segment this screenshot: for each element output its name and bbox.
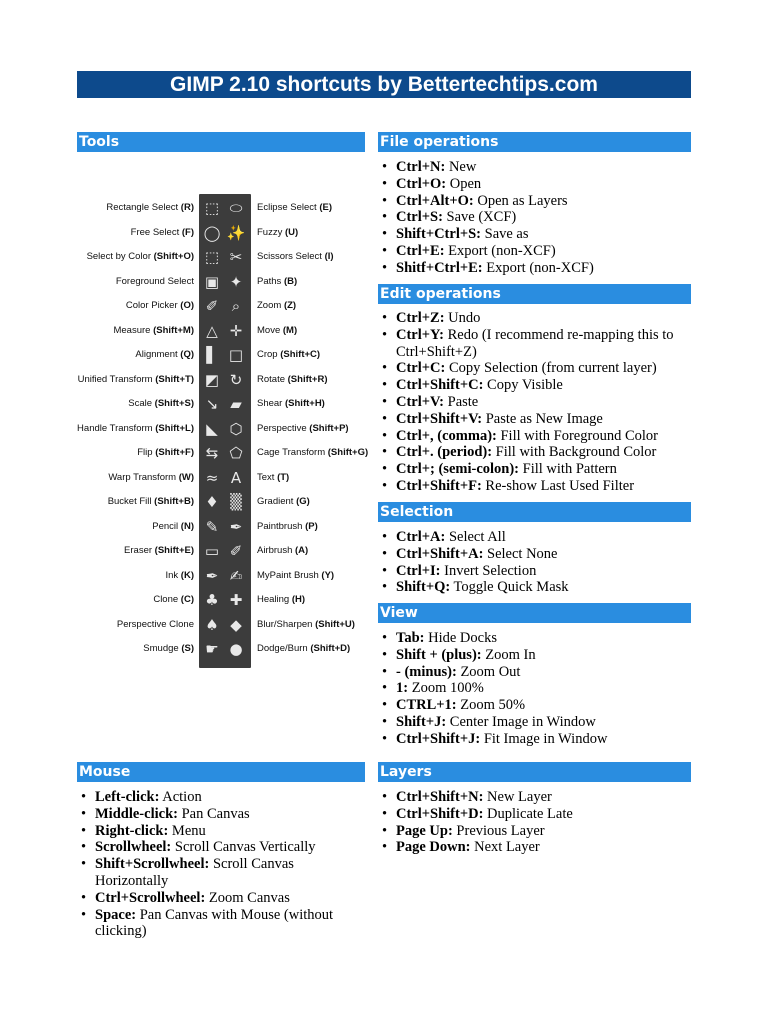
list-item [378,839,691,856]
tool-name: Rotate [257,373,285,385]
tool-label-left [87,251,194,263]
shortcut-key: Middle-click: [95,805,178,822]
tool-name: Eraser [124,545,153,556]
tool-name: Fuzzy [257,226,283,238]
section-header-file-operations: File operations [378,132,691,152]
shortcut-key: Space: [95,906,137,923]
tool-shortcut: (M) [282,324,298,336]
tool-shortcut: (A) [295,545,309,556]
list-item [378,664,691,681]
magic-wand-icon: ✨ [226,223,246,242]
rotate-icon: ↻ [229,370,243,389]
list-item [378,789,691,806]
shortcut-key: Ctrl+, (comma): [396,427,497,444]
tool-name: Dodge/Burn [257,643,308,654]
tool-shortcut: (F) [181,226,194,238]
move-icon: ✛ [229,321,243,340]
tool-name: Flip [137,447,153,458]
list-item [378,806,691,823]
shortcut-key: Page Up: [396,822,453,839]
shortcut-key: Right-click: [95,822,169,839]
tool-name: Rectangle Select [106,202,179,213]
mypaint-brush-icon: ✍ [229,566,243,585]
tool-label-left [117,619,194,631]
shortcut-action: Scroll Canvas Vertically [171,839,316,856]
tool-name: Free Select [130,226,180,238]
smudge-icon: ☛ [205,640,219,658]
tool-shortcut: (H) [291,594,306,605]
shortcut-key: Ctrl+Z: [396,310,445,326]
shortcut-action: Select All [445,529,506,545]
tool-shortcut: (Shift+D) [310,643,351,654]
tool-name: MyPaint Brush [257,569,319,581]
tool-name: Healing [257,594,290,605]
shortcut-action: Fit Image in Window [480,730,608,747]
shortcut-action: Select None [483,545,558,562]
paths-icon: ✦ [229,272,243,291]
shortcut-key: Ctrl+. (period): [396,444,493,461]
shortcut-key: Shift+Scrollwheel: [95,856,210,873]
alignment-icon: ▌ [206,346,218,364]
tool-shortcut: (Shift+H) [285,398,325,409]
list-item [77,823,365,840]
list-item [378,579,691,596]
list-item [378,394,691,411]
tool-label-right [257,251,334,263]
scale-icon: ↘ [205,395,219,413]
section-header-edit-operations: Edit operations [378,284,691,304]
shortcut-key: Ctrl+V: [396,393,444,410]
cage-transform-icon: ⬠ [229,444,243,462]
list-item [378,377,691,394]
tool-shortcut: (R) [180,202,194,213]
tool-label-right [257,496,310,508]
shortcut-action: Scroll Canvas Horizontally [95,856,294,889]
lasso-icon: ◯ [203,223,221,242]
tool-shortcut: (Shift+E) [154,545,194,556]
shear-icon: ▰ [230,395,242,413]
selection-list [378,529,691,596]
tool-name: Paintbrush [257,520,303,532]
shortcut-key: Ctrl+C: [396,360,446,377]
tool-shortcut: (B) [283,275,298,287]
shortcut-action: Export (non-XCF) [482,259,594,276]
list-item [378,327,691,361]
shortcut-key: Ctrl+Shift+D: [396,805,484,822]
tool-shortcut: (Shift+T) [155,373,194,385]
list-item [378,176,691,193]
shortcut-action: Previous Layer [452,822,545,839]
tool-label-right [257,374,327,386]
shortcut-key: Ctrl+Alt+O: [396,192,474,209]
shortcut-key: Ctrl+Shift+N: [396,789,484,805]
tool-shortcut: (Shift+C) [280,349,321,360]
tool-label-left [116,276,194,288]
list-item [378,546,691,563]
tool-label-right [257,349,320,361]
list-item [378,823,691,840]
shortcut-key: Shift + (plus): [396,646,482,663]
layers-list [378,789,691,856]
shortcut-action: Zoom In [481,646,536,663]
tool-label-right [257,521,318,533]
tool-name: Unified Transform [77,373,153,385]
tool-label-right [257,594,305,606]
list-item [77,839,365,856]
paintbrush-icon: ✒ [229,517,243,536]
tool-label-left [137,447,194,459]
tool-name: Pencil [152,520,179,532]
tool-name: Clone [153,594,179,605]
tool-shortcut: (Shift+P) [309,422,349,434]
dodge-burn-icon: ● [229,640,243,658]
tool-name: Smudge [143,643,179,654]
section-header-selection: Selection [378,502,691,522]
tool-name: Warp Transform [108,471,177,483]
shortcut-action: Paste [444,393,479,410]
shortcut-action: Center Image in Window [446,713,596,730]
list-item [378,461,691,478]
healing-icon: ✚ [229,591,243,609]
shortcut-key: Ctrl+Scrollwheel: [95,889,206,906]
tool-shortcut: (Shift+B) [154,496,194,507]
tool-shortcut: (Shift+G) [327,447,369,458]
tool-shortcut: (Z) [283,300,297,311]
shortcut-action: Pan Canvas [177,805,250,822]
list-item [378,243,691,260]
list-item [77,907,365,941]
shortcut-key: Ctrl+E: [396,242,445,259]
crop-icon: □ [228,346,244,364]
scissors-icon: ✂ [229,248,243,266]
shortcut-action: Zoom Out [456,663,521,680]
shortcut-key: Ctrl+Shift+F: [396,477,482,494]
tool-shortcut: (Shift+L) [155,422,194,434]
shortcut-action: Redo (I recommend re-mapping this to Ctrl+Shift+Z) [396,326,674,360]
list-item [378,647,691,664]
list-item [77,806,365,823]
shortcut-key: - (minus): [396,663,457,680]
tool-shortcut: (E) [319,202,332,213]
section-header-view: View [378,603,691,623]
shortcut-key: Tab: [396,630,425,646]
tool-label-left [135,349,194,361]
perspective-clone-icon: ♠ [205,615,219,634]
tool-name: Perspective [257,422,307,434]
section-header-mouse: Mouse [77,762,365,782]
list-item [378,697,691,714]
tool-name: Move [257,324,281,336]
tool-name: Perspective Clone [116,618,194,630]
shortcut-action: Paste as New Image [482,410,603,427]
tool-name: Alignment [135,349,178,360]
tool-label-left [153,594,194,606]
list-item [378,731,691,748]
shortcut-action: Fill with Foreground Color [496,427,658,444]
shortcut-key: Ctrl+O: [396,175,447,192]
tool-label-right [257,447,368,459]
shortcut-key: Ctrl+Y: [396,326,444,343]
foreground-select-icon: ▣ [204,272,220,291]
tool-label-right [257,545,308,557]
color-select-icon: ⬚ [204,248,220,266]
tool-label-left [124,545,194,557]
shortcut-action: Fill with Pattern [519,461,617,478]
perspective-icon: ⬡ [229,419,243,438]
list-item [378,360,691,377]
list-item [378,630,691,647]
tool-shortcut: (K) [180,569,194,581]
shortcut-key: Ctrl+Shift+V: [396,410,483,427]
rect-select-icon: ⬚ [204,199,220,217]
mouse-list [77,789,365,940]
shortcut-action: Re-show Last Used Filter [481,477,635,494]
tool-name: Color Picker [125,300,178,311]
section-header-tools: Tools [77,132,365,152]
tool-shortcut: (Shift+O) [153,251,194,262]
tool-label-right [257,227,298,239]
tool-shortcut: (C) [180,594,194,605]
list-item [77,789,365,806]
list-item [378,209,691,226]
tool-name: Measure [113,324,151,336]
list-item [378,478,691,495]
tool-name: Crop [257,349,278,360]
list-item [378,529,691,546]
tool-shortcut: (W) [178,471,194,483]
tool-shortcut: (Shift+U) [315,618,355,630]
tool-label-left [131,227,194,239]
tool-label-right [257,276,297,288]
list-item [378,563,691,580]
bucket-fill-icon: ♦ [205,493,219,511]
blur-sharpen-icon: ◆ [230,615,242,634]
tool-name: Text [257,471,275,483]
shortcut-key: Ctrl+Shift+A: [396,545,484,562]
flip-icon: ⇆ [205,444,219,462]
shortcut-action: Zoom 50% [456,697,526,714]
page-title: GIMP 2.10 shortcuts by Bettertechtips.com [77,71,691,98]
tool-label-left [113,325,194,337]
shortcut-action: Action [159,789,202,805]
list-item [378,411,691,428]
shortcut-action: Zoom 100% [408,680,484,697]
list-item [378,680,691,697]
shortcut-action: Next Layer [470,839,540,856]
tool-name: Airbrush [257,545,293,556]
shortcut-action: Pan Canvas with Mouse (without clicking) [95,906,334,940]
measure-icon: △ [206,321,218,340]
shortcut-action: Invert Selection [440,562,537,579]
shortcut-key: Ctrl+; (semi-colon): [396,461,520,478]
tool-shortcut: (Shift+R) [287,373,328,385]
ellipse-select-icon: ⬭ [229,199,243,217]
tool-name: Foreground Select [115,275,194,287]
tool-shortcut: (Q) [180,349,194,360]
list-item [378,226,691,243]
list-item [378,159,691,176]
shortcut-action: Undo [444,310,481,326]
tool-label-left [165,570,194,582]
section-header-layers: Layers [378,762,691,782]
list-item [378,310,691,327]
tool-label-left [108,496,194,508]
shortcut-action: Open as Layers [473,192,568,209]
list-item [378,444,691,461]
tool-name: Handle Transform [77,422,153,434]
view-list [378,630,691,748]
tool-shortcut: (G) [296,496,310,507]
tool-shortcut: (N) [180,520,194,532]
clone-icon: ♣ [205,591,219,609]
shortcut-key: Ctrl+I: [396,562,441,579]
tool-shortcut: (Shift+F) [155,447,194,458]
ink-icon: ✒ [205,566,219,585]
tool-name: Select by Color [86,251,151,262]
tool-label-right [257,300,296,312]
tool-shortcut: (Shift+M) [153,324,194,336]
shortcut-action: Copy Selection (from current layer) [445,360,657,377]
tool-label-right [257,619,355,631]
shortcut-key: Ctrl+A: [396,529,446,545]
tool-shortcut: (P) [305,520,318,532]
text-icon: A [230,468,242,487]
list-item [378,428,691,445]
warp-transform-icon: ≈ [205,468,219,487]
tool-label-left [108,472,194,484]
shortcut-key: Shitf+Ctrl+E: [396,259,483,276]
tool-shortcut: (I) [324,251,334,262]
shortcut-action: Hide Docks [424,630,497,646]
tool-label-left [77,423,194,435]
tool-label-left [126,300,194,312]
shortcut-action: Zoom Canvas [205,889,290,906]
pencil-icon: ✎ [205,517,219,536]
list-item [378,260,691,277]
tool-label-left [152,521,194,533]
tool-shortcut: (O) [180,300,194,311]
edit-operations-list [378,310,691,495]
tool-label-right [257,202,332,214]
shortcut-action: New [445,159,477,175]
tool-name: Scissors Select [257,251,322,262]
tool-name: Blur/Sharpen [257,618,313,630]
tool-shortcut: (Shift+S) [154,398,194,409]
tool-shortcut: (S) [181,643,194,654]
shortcut-action: Duplicate Late [483,805,573,822]
color-picker-icon: ✐ [205,297,219,315]
shortcut-action: Save as [481,226,529,243]
shortcut-key: Left-click: [95,789,160,805]
tool-shortcut: (Y) [321,569,335,581]
tool-name: Cage Transform [257,447,326,458]
shortcut-key: CTRL+1: [396,697,457,714]
tool-name: Zoom [257,300,282,311]
shortcut-key: Ctrl+N: [396,159,446,175]
airbrush-icon: ✐ [229,542,243,560]
eraser-icon: ▭ [204,542,220,560]
shortcut-action: New Layer [483,789,552,805]
tool-label-right [257,325,297,337]
shortcut-key: Shift+Ctrl+S: [396,226,481,243]
unified-transform-icon: ◩ [204,370,220,389]
list-item [378,193,691,210]
tool-label-left [78,374,194,386]
shortcut-action: Toggle Quick Mask [450,579,569,596]
tool-name: Eclipse Select [257,202,317,213]
tool-name: Gradient [257,496,294,507]
tool-name: Bucket Fill [107,496,152,507]
shortcut-key: Shift+Q: [396,579,451,596]
zoom-icon: ⌕ [231,297,241,315]
list-item [77,856,365,890]
gradient-icon: ▒ [230,493,242,511]
file-operations-list [378,159,691,277]
tool-name: Scale [128,398,153,409]
tool-label-right [257,643,350,655]
shortcut-action: Open [446,175,482,192]
tool-label-left [128,398,194,410]
tool-label-left [106,202,194,214]
shortcut-action: Save (XCF) [442,209,517,226]
shortcut-key: Page Down: [396,839,471,856]
tool-label-right [257,570,334,582]
handle-transform-icon: ◣ [206,419,218,438]
tool-label-left [143,643,194,655]
tool-shortcut: (U) [284,226,299,238]
list-item [77,890,365,907]
list-item [378,714,691,731]
tool-shortcut: (T) [277,471,290,483]
shortcut-key: Ctrl+Shift+J: [396,730,481,747]
shortcut-action: Export (non-XCF) [444,242,556,259]
tool-label-right [257,398,325,410]
shortcut-key: Scrollwheel: [95,839,172,856]
tool-name: Shear [257,398,283,409]
shortcut-action: Fill with Background Color [492,444,657,461]
tool-label-right [257,423,349,435]
tool-name: Paths [257,275,282,287]
shortcut-action: Copy Visible [483,377,563,394]
shortcut-key: Ctrl+Shift+C: [396,377,484,394]
shortcut-key: Ctrl+S: [396,209,443,226]
shortcut-key: Shift+J: [396,713,447,730]
shortcut-key: 1: [396,680,409,697]
tool-name: Ink [165,569,179,581]
shortcut-action: Menu [168,822,206,839]
tool-label-right [257,472,289,484]
